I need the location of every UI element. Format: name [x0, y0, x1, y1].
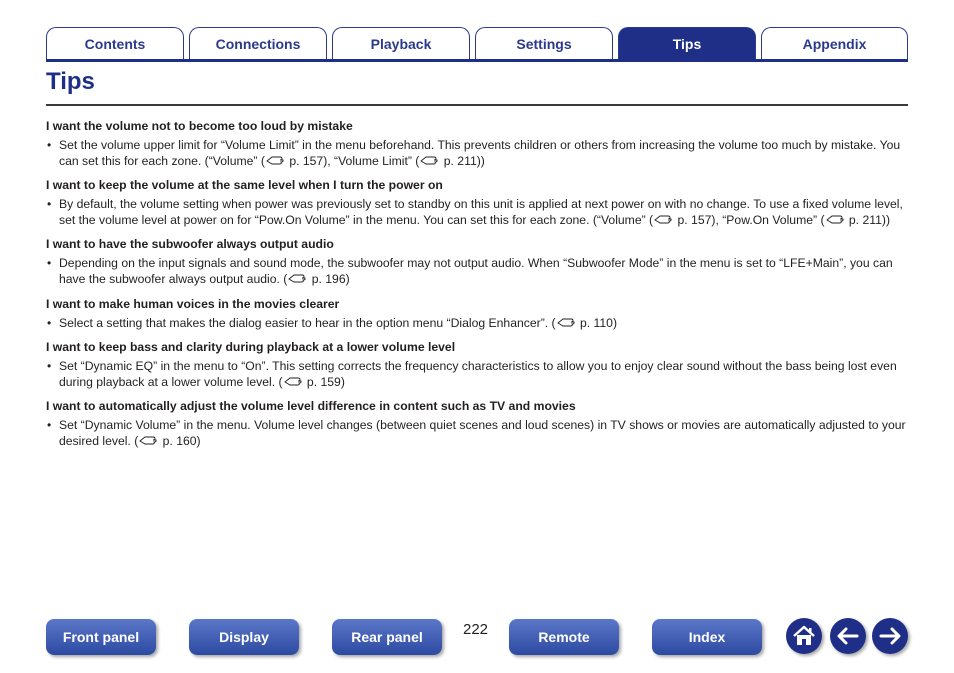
- rear-panel-button[interactable]: Rear panel: [332, 619, 442, 655]
- tip-bullet: [46, 197, 910, 228]
- title-divider: [46, 104, 908, 106]
- tab-tips[interactable]: Tips: [618, 27, 756, 60]
- pointing-hand-icon: [826, 214, 844, 225]
- bullet-text: p. 211)): [845, 212, 890, 227]
- home-button[interactable]: [786, 618, 822, 654]
- tip-bullet: [46, 316, 910, 332]
- bullet-text: p. 110): [576, 315, 618, 330]
- pointing-hand-icon: [266, 155, 284, 166]
- tip-heading: I want to keep bass and clarity during playback at a lower volume level: [46, 340, 456, 355]
- pointing-hand-icon: [654, 214, 672, 225]
- forward-button[interactable]: [872, 618, 908, 654]
- tip-section: [46, 339, 910, 390]
- page-number: 222: [463, 621, 489, 638]
- back-button[interactable]: [830, 618, 866, 654]
- bullet-text: p. 160): [159, 433, 201, 448]
- bullet-text: p. 196): [308, 271, 350, 286]
- tip-bullet: [46, 138, 910, 169]
- tip-section: [46, 398, 910, 449]
- bullet-text: Depending on the input signals and sound mode, the subwoofer may not output audio. When “Subwoofer Mode” in the menu is set to “LFE+Main”, you can have the subwoofer always output audio. (: [59, 256, 893, 286]
- bullet-text: p. 211)): [440, 153, 485, 168]
- arrow-right-icon: [872, 618, 908, 654]
- tip-bullet: [46, 418, 910, 449]
- pointing-hand-icon: [139, 435, 157, 446]
- bullet-text: p. 159): [303, 374, 345, 389]
- tip-section: [46, 296, 910, 332]
- remote-button[interactable]: Remote: [509, 619, 619, 655]
- tip-heading: I want the volume not to become too loud by mistake: [46, 119, 353, 133]
- bullet-text: Set the volume upper limit for “Volume Limit” in the menu beforehand. This prevents children or others from increasing the volume too much by mistake. You can set this for each zone. (“Volume” (: [59, 138, 901, 168]
- tab-settings[interactable]: Settings: [475, 27, 613, 60]
- tab-contents[interactable]: Contents: [46, 27, 184, 60]
- tip-heading: I want to make human voices in the movies clearer: [46, 296, 340, 311]
- tip-section: [46, 118, 910, 169]
- index-button[interactable]: Index: [652, 619, 762, 655]
- tab-underline: [46, 59, 908, 62]
- bullet-text: Set “Dynamic Volume” in the menu. Volume level changes (between quiet scenes and loud scenes) in TV shows or movies are automatically adjusted to your desired level. (: [59, 418, 906, 448]
- tip-section: [46, 177, 910, 228]
- front-panel-button[interactable]: Front panel: [46, 619, 156, 655]
- home-icon: [786, 618, 822, 654]
- bullet-text: Set “Dynamic EQ” in the menu to “On”. This setting corrects the frequency characteristics to allow you to enjoy clear sound without the bass being lost even during playback at a lower volume level. (: [59, 359, 897, 389]
- tip-heading: I want to have the subwoofer always output audio: [46, 237, 334, 252]
- bullet-text: Select a setting that makes the dialog easier to hear in the option menu “Dialog Enhancer”. (: [59, 315, 556, 330]
- tip-bullet: [46, 256, 910, 287]
- tip-heading: I want to automatically adjust the volume level difference in content such as TV and movies: [46, 399, 576, 414]
- bullet-text: p. 157), “Pow.On Volume” (: [674, 212, 825, 227]
- tab-playback[interactable]: Playback: [332, 27, 470, 60]
- tab-connections[interactable]: Connections: [189, 27, 327, 60]
- top-tab-bar: [46, 27, 908, 62]
- display-button[interactable]: Display: [189, 619, 299, 655]
- tab-appendix[interactable]: Appendix: [761, 27, 908, 60]
- tip-section: [46, 236, 910, 287]
- tip-heading: I want to keep the volume at the same level when I turn the power on: [46, 178, 443, 193]
- bullet-text: By default, the volume setting when power was previously set to standby on this unit is applied at next power on with no change. To use a fixed volume level, set the volume level at power on for “Pow.On Volume” in the menu. You can set this for each zone. (“Volume” (: [59, 197, 903, 227]
- pointing-hand-icon: [284, 376, 302, 387]
- bullet-text: p. 157), “Volume Limit” (: [285, 153, 420, 168]
- arrow-left-icon: [830, 618, 866, 654]
- pointing-hand-icon: [420, 155, 438, 166]
- pointing-hand-icon: [288, 273, 306, 284]
- tips-content: [46, 118, 910, 458]
- tip-bullet: [46, 359, 910, 390]
- pointing-hand-icon: [557, 317, 575, 328]
- page-title: Tips: [46, 68, 95, 95]
